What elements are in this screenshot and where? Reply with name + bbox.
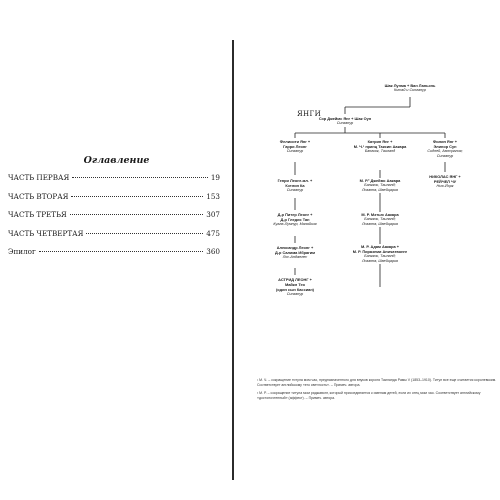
node-name: М. Р. Мэтью Аакара <box>361 212 399 217</box>
toc-leader-dots <box>39 251 204 252</box>
tree-node <box>257 212 333 227</box>
node-location: Бангкок, Таиланд <box>364 149 396 153</box>
node-name: АСТРИД ЛЕОНГ + Майкл Тео (один сын Кассиан) <box>276 277 314 292</box>
right-page <box>235 0 500 500</box>
node-name: НИКОЛАС ЯНГ + РЕЙЧЕЛ ЧУ <box>429 174 461 184</box>
tree-node <box>343 178 417 193</box>
toc-item[interactable] <box>8 192 220 211</box>
node-location: Сингапур <box>286 292 304 296</box>
node-location: Бангкок, Таиланд; Лозанна, Швейцария <box>361 183 399 192</box>
toc-item[interactable] <box>8 210 220 229</box>
tree-node <box>260 178 330 193</box>
toc-leader-dots <box>70 214 204 215</box>
node-location: Сингапур <box>286 188 304 192</box>
toc-item-page: 475 <box>206 228 220 238</box>
tree-node-astrid <box>260 277 330 297</box>
family-name-title: ЯНГИ <box>297 110 322 118</box>
toc-item-label: ЧАСТЬ ВТОРАЯ <box>8 191 69 201</box>
tree-node-root <box>305 116 385 126</box>
node-location: Бангкок, Таиланд; Лозанна, Швейцария <box>361 254 399 263</box>
left-page <box>0 0 233 500</box>
toc-item-label: ЧАСТЬ ЧЕТВЕРТАЯ <box>8 228 84 238</box>
footnote: ² М. Р. – сокращение титула мом раджавонг, который присоединяется к именам детей, если их отец мом чао. Соответствует английскому «достопочтенный» (аффект). – Примеч. автора. <box>257 391 481 400</box>
toc-item[interactable] <box>8 247 220 266</box>
tree-node-ancestors <box>375 83 445 93</box>
node-location: Китай и Сингапур <box>394 88 426 92</box>
toc-item-page: 153 <box>206 191 220 201</box>
toc-title: Оглавление <box>83 155 150 166</box>
toc-leader-dots <box>71 196 203 197</box>
node-name: Филип Янг + Элинор Сун <box>432 139 458 149</box>
toc-item-page: 307 <box>206 210 220 220</box>
tree-node-nicholas <box>415 174 475 189</box>
toc-item-page: 360 <box>206 247 220 257</box>
book-spine <box>232 40 234 480</box>
node-location: Сингапур <box>286 149 304 153</box>
tree-node <box>338 244 422 264</box>
toc-leader-dots <box>72 177 208 178</box>
toc-item-label: ЧАСТЬ ТРЕТЬЯ <box>8 210 67 220</box>
node-name: М. Р. Адам Аакара + М. Р. Пираземи Апичатвонге <box>352 244 408 254</box>
node-location: Сидней, Австралия; Сингапур <box>427 149 463 158</box>
node-location: Бангкок, Таиланд; Лозанна, Швейцария <box>361 217 399 226</box>
node-location: Сингапур <box>336 121 354 125</box>
toc-list <box>8 173 220 266</box>
footnotes <box>257 378 497 404</box>
tree-node <box>257 245 333 260</box>
toc-leader-dots <box>86 233 203 234</box>
node-name: Фелисити Янг + Гарри Леонг <box>279 139 311 149</box>
node-name: Сэр Джеймс Янг + Шак Оун <box>318 116 372 121</box>
tree-node <box>260 139 330 154</box>
tree-node <box>415 139 475 159</box>
footnote: ¹ М. Ч. – сокращение титула мом чао, предназначенного для внуков короля Таиланда Рамы V (1853–1910). Титул все еще считается королевским. Соответствует английскому «его светлость». – Примеч. автора. <box>257 378 497 387</box>
node-name: Катрин Янг + М. Ч.¹ принц Таксин Аакара <box>353 139 407 149</box>
node-location: Нью-Йорк <box>436 184 454 188</box>
toc-item-page: 19 <box>210 173 220 182</box>
node-name: М. Р.² Джеймс Аакара <box>359 178 401 183</box>
node-location: Лос-Анджелес <box>282 255 308 259</box>
node-location: Куала-Лумпур, Малайзия <box>273 222 317 226</box>
node-name: Шак Лунма + Ван Ланьэнь <box>384 83 436 88</box>
toc-item-label: ЧАСТЬ ПЕРВАЯ <box>8 173 70 182</box>
node-name: Александр Леонг + Д-р Салима Ибрагим <box>274 245 316 255</box>
tree-node <box>338 139 422 154</box>
toc-item[interactable] <box>8 173 220 192</box>
node-name: Д-р Питер Леонг + Д-р Гледис Тан <box>277 212 313 222</box>
toc-item-label: Эпилог <box>8 247 36 257</box>
toc-item[interactable] <box>8 229 220 248</box>
node-name: Генри Леонг-мл. + Кэтлин Ка <box>277 178 313 188</box>
tree-node <box>343 212 417 227</box>
